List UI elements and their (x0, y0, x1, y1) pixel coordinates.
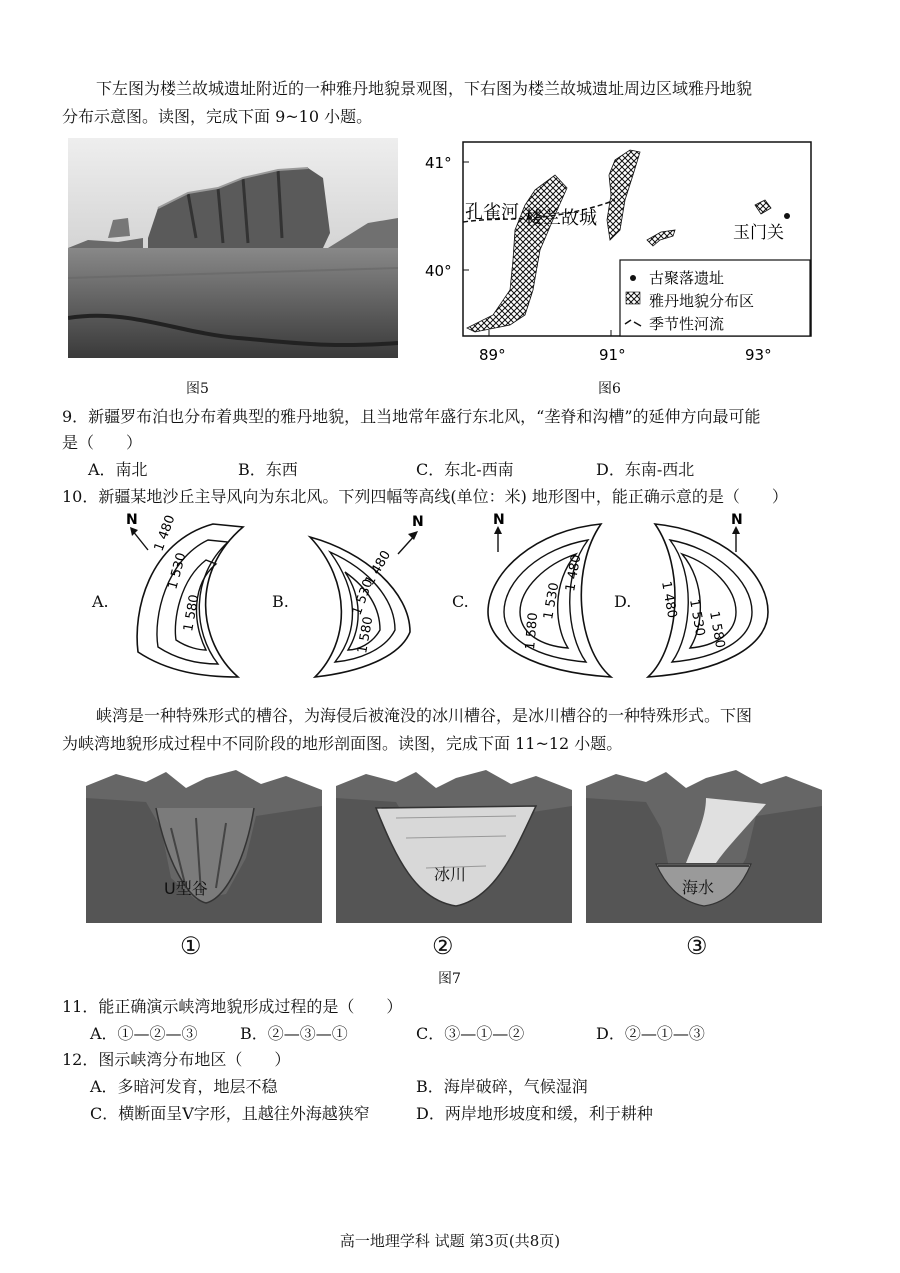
q9-option-a: A．南北 (88, 460, 148, 479)
north-icon: N (731, 512, 743, 528)
fjord-stage-1-u-valley (86, 768, 322, 928)
contour-label: 1 530 (686, 598, 708, 638)
q10-dune-d (640, 512, 790, 687)
q12-option-d: D．两岸地形坡度和缓，利于耕种 (416, 1104, 653, 1123)
lon-93-label: 93° (745, 346, 772, 364)
contour-label: 1 580 (355, 615, 377, 655)
contour-label: 1 530 (541, 581, 563, 621)
pass-label: 玉门关 (733, 223, 784, 243)
u-valley-label: U型谷 (164, 879, 208, 898)
q11-stem: 11．能正确演示峡湾地貌形成过程的是（ ） (62, 997, 403, 1016)
north-icon: N (493, 512, 505, 528)
q12-option-a: A．多暗河发育，地层不稳 (90, 1077, 278, 1096)
stage-2-number: ② (432, 932, 454, 960)
q10-option-c-letter: C. (452, 592, 469, 611)
page-footer: 高一地理学科 试题 第3页(共8页) (339, 1232, 561, 1250)
contour-label: 1 580 (181, 593, 203, 633)
north-icon: N (412, 514, 424, 530)
glacier-label: 冰川 (434, 865, 467, 884)
fig6-caption: 图6 (598, 381, 621, 397)
lon-89-label: 89° (479, 346, 506, 364)
yardang-distribution-map (415, 140, 815, 370)
contour-label: 1 530 (165, 551, 190, 592)
seawater-label: 海水 (682, 878, 715, 897)
contour-label: 1 480 (658, 580, 680, 620)
q12-option-c: C．横断面呈V字形，且越往外海越狭窄 (90, 1104, 370, 1123)
q10-dune-c (476, 512, 626, 687)
contour-label: 1 480 (563, 553, 585, 593)
fig7-caption: 图7 (438, 971, 461, 987)
north-icon: N (126, 512, 138, 528)
q9-stem-line1: 9．新疆罗布泊也分布着典型的雅丹地貌，且当地常年盛行东北风，“垄脊和沟槽”的延伸方向最可能 (62, 407, 761, 426)
intro-line-2: 分布示意图。读图，完成下面 9~10 小题。 (62, 107, 373, 126)
legend-label-river: 季节性河流 (649, 315, 725, 333)
q10-option-d-letter: D. (614, 592, 632, 611)
q11-option-d: D．②—①—③ (596, 1024, 705, 1043)
lat-40-label: 40° (425, 262, 452, 280)
contour-label: 1 480 (151, 513, 179, 554)
fjord-stage-3-seawater (586, 768, 822, 928)
q12-stem: 12．图示峡湾分布地区（ ） (62, 1050, 291, 1069)
contour-label: 1 480 (362, 548, 395, 588)
q9-stem-line2: 是（ ） (62, 433, 143, 452)
stage-1-number: ① (180, 932, 202, 960)
q9-option-b: B．东西 (238, 460, 298, 479)
legend-label-settlement: 古聚落遗址 (649, 269, 725, 287)
q10-option-a-letter: A. (92, 592, 109, 611)
lon-91-label: 91° (599, 346, 626, 364)
q12-option-b: B．海岸破碎，气候湿润 (416, 1077, 588, 1096)
q11-option-a: A．①—②—③ (90, 1024, 198, 1043)
intro-line-1: 下左图为楼兰故城遗址附近的一种雅丹地貌景观图，下右图为楼兰故城遗址周边区域雅丹地貌 (96, 79, 753, 98)
hatch-icon (626, 292, 640, 304)
intro2-line-2: 为峡湾地貌形成过程中不同阶段的地形剖面图。读图，完成下面 11~12 小题。 (62, 734, 623, 753)
q10-dune-b (300, 512, 450, 687)
q10-option-b-letter: B. (272, 592, 289, 611)
settlement-dot-icon (784, 213, 790, 219)
fig5-caption: 图5 (186, 381, 209, 397)
fjord-stage-2-glacier (336, 768, 572, 928)
contour-label: 1 530 (349, 577, 377, 618)
q10-dune-a (118, 512, 258, 687)
intro2-line-1: 峡湾是一种特殊形式的槽谷，为海侵后被淹没的冰川槽谷，是冰川槽谷的一种特殊形式。下图 (96, 706, 753, 725)
dot-icon (630, 275, 636, 281)
contour-label: 1 580 (706, 610, 728, 650)
q9-option-c: C．东北-西南 (416, 460, 514, 479)
legend-label-yardang: 雅丹地貌分布区 (649, 292, 755, 310)
city-label: 楼兰故城 (525, 208, 597, 229)
q10-stem: 10．新疆某地沙丘主导风向为东北风。下列四幅等高线(单位：米) 地形图中，能正确示意的是（ ） (62, 487, 788, 506)
q11-option-b: B．②—③—① (240, 1024, 348, 1043)
q11-option-c: C．③—①—② (416, 1024, 525, 1043)
q9-option-d: D．东南-西北 (596, 460, 695, 479)
lat-41-label: 41° (425, 154, 452, 172)
river-label: 孔雀河 (465, 202, 519, 223)
contour-label: 1 580 (523, 611, 542, 651)
stage-3-number: ③ (686, 932, 708, 960)
yardang-photo (68, 138, 398, 358)
